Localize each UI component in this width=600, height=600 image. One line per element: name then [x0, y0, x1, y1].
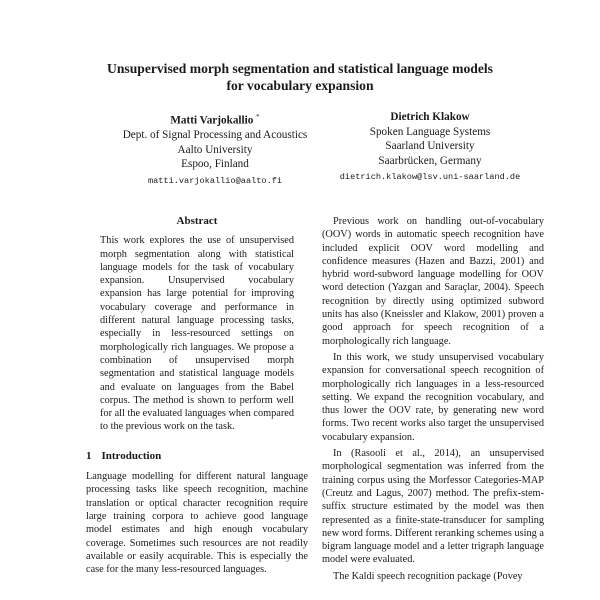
author-affiliation-line: Spoken Language Systems	[369, 125, 491, 138]
author-block-1	[95, 110, 335, 188]
title-line-2: for vocabulary expansion	[226, 78, 374, 93]
section-number: 1	[86, 449, 92, 462]
author-footnote-mark: *	[256, 113, 260, 121]
author-affiliation-line: Saarland University	[385, 140, 475, 152]
title-line-1: Unsupervised morph segmentation and statistical language models	[107, 61, 493, 76]
author-affiliation-line: Espoo, Finland	[181, 158, 249, 171]
author-affiliation-line: Dept. of Signal Processing and Acoustics	[122, 129, 308, 142]
author-email: dietrich.klakow@lsv.uni-saarland.de	[339, 172, 521, 182]
paragraph: In (Rasooli et al., 2014), an unsupervised morphological segmentation was inferred from the training corpus using the Morfessor Categories-MAP (Creutz and Lagus, 2007) method. The prefix-stem-suffix structure estimated by the model was then represented as a finite-state-transducer for sampling new word forms. Different reranking schemes using a bigram language model and a letter trigraph language model were evaluated.	[322, 448, 544, 566]
author-affiliation-line: Saarbrücken, Germany	[378, 154, 482, 167]
paragraph: In this work, we study unsupervised vocabulary expansion for conversational speech recognition of morphologically rich languages in a less-resourced setting. We expand the recognition vocabulary, and thus lower the OOV rate, by generating new word forms. Two recent works also target the unsupervised vocabulary expansion.	[322, 351, 544, 443]
author-email: matti.varjokallio@aalto.fi	[147, 175, 283, 186]
author-block-2	[300, 110, 560, 185]
abstract-heading: Abstract	[176, 215, 218, 227]
section-heading-introduction	[86, 450, 308, 463]
abstract-text: This work explores the use of unsupervised morph segmentation along with statistical language models for the task of vocabulary expansion. Unsupervised vocabulary expansion has large potential for improving vocabulary coverage and performance in different natural language processing tasks, especially in less-resourced settings on morphologically rich languages. We propose a combination of unsupervised morph segmentation and statistical language models and evaluate on languages from the Babel corpus. The method is shown to perform well for all the evaluated languages when compared to the previous work on the task.	[100, 235, 294, 433]
paragraph: The Kaldi speech recognition package (Povey	[333, 570, 523, 582]
introduction-body	[86, 470, 308, 576]
author-name: Dietrich Klakow	[390, 111, 470, 123]
author-name: Matti Varjokallio *	[170, 113, 260, 127]
section-title: Introduction	[101, 449, 162, 462]
paper-title	[0, 60, 600, 94]
left-column	[86, 215, 308, 576]
paragraph: Language modelling for different natural language processing tasks like speech recognition, machine translation or optical character recognition require large training corpora to achieve good language model estimates and high enough vocabulary coverage. Sometimes such resources are not readily available or easily acquirable. This is especially the case for the many less-resourced languages.	[86, 471, 308, 576]
paragraph: Previous work on handling out-of-vocabulary (OOV) words in automatic speech recognition have included explicit OOV word modelling and confidence measures (Hazen and Bazzi, 2001) and hybrid word-subword language modelling for OOV word detection (Yazgan and Saraçlar, 2004). Speech recognition by directly using optimized subword units has also (Kneissler and Klakow, 2001) proven a good approach for speech recognition of a morphologically rich language.	[322, 216, 544, 347]
abstract-body	[100, 234, 294, 433]
author-affiliation-line: Aalto University	[177, 143, 253, 156]
right-column	[322, 215, 544, 583]
